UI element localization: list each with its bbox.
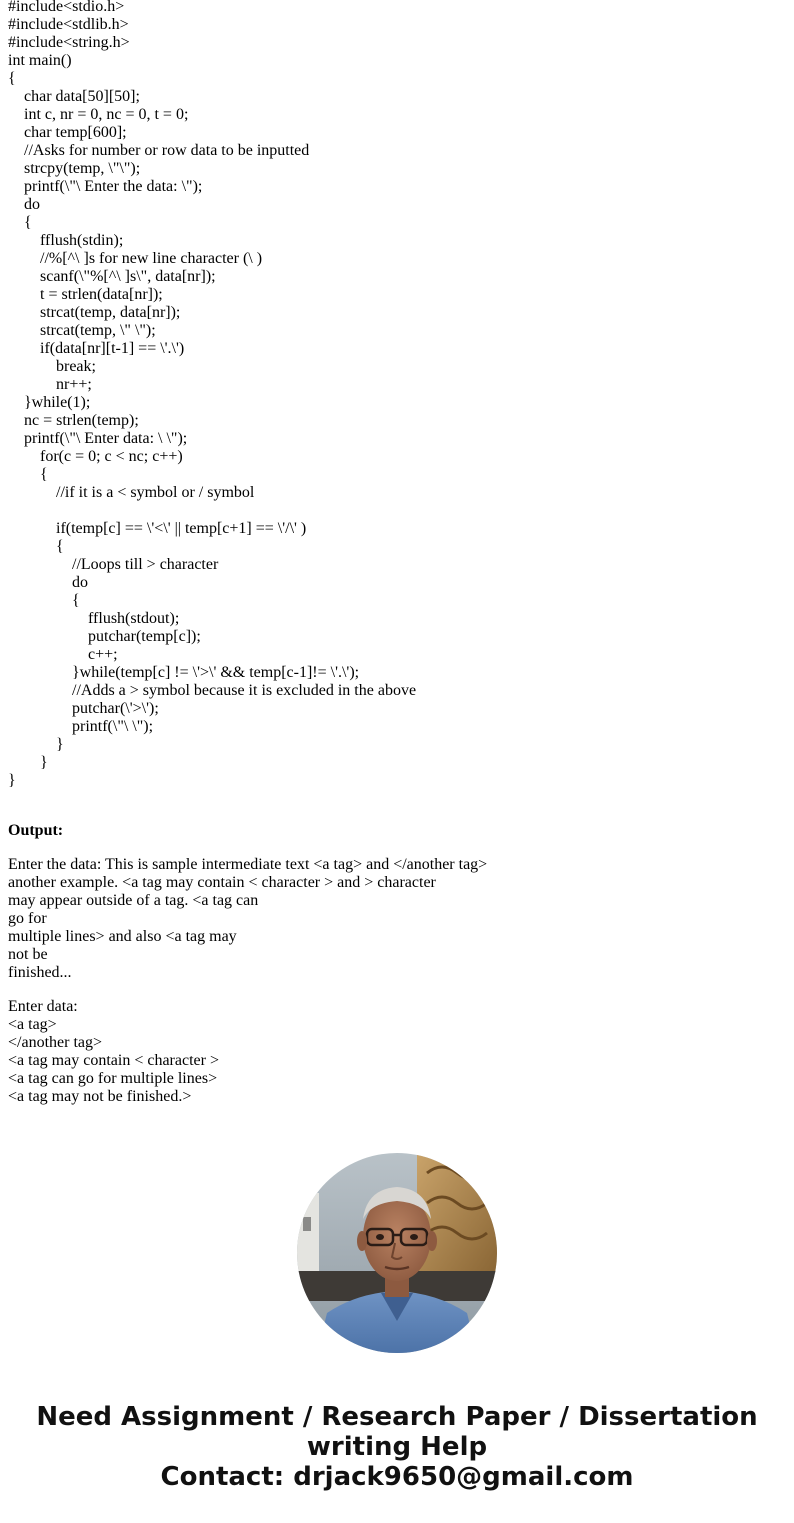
banner-contact-line: Contact: drjack9650@gmail.com: [160, 1462, 634, 1492]
program-input-text: [8, 856, 487, 982]
output-line: finished...: [8, 964, 72, 981]
code-line: putchar(temp[c]);: [8, 628, 201, 645]
code-line: do: [8, 574, 88, 591]
code-line: fflush(stdin);: [8, 232, 124, 249]
program-result-text: [8, 998, 219, 1106]
code-line: printf(\"\ Enter data: \ \");: [8, 430, 188, 447]
output-line: multiple lines> and also <a tag may: [8, 928, 237, 945]
code-line: char temp[600];: [8, 124, 127, 141]
output-line: another example. <a tag may contain < character > and > character: [8, 874, 436, 891]
code-comment: //Asks for number or row data to be inputted: [8, 142, 310, 159]
banner-line-1: Need Assignment / Research Paper / Dissertation: [36, 1402, 758, 1432]
code-line: {: [8, 70, 16, 87]
code-line: {: [8, 214, 32, 231]
code-blank-line: [8, 502, 416, 520]
code-line: fflush(stdout);: [8, 610, 180, 627]
code-line: nc = strlen(temp);: [8, 412, 139, 429]
code-line: strcat(temp, data[nr]);: [8, 304, 181, 321]
code-line: do: [8, 196, 40, 213]
code-line: strcat(temp, \" \");: [8, 322, 156, 339]
code-line: {: [8, 592, 80, 609]
code-line: nr++;: [8, 376, 92, 393]
code-comment: //Adds a > symbol because it is excluded in the above: [8, 682, 417, 699]
result-line: Enter data:: [8, 998, 78, 1015]
code-line: int main(): [8, 52, 72, 69]
code-line: }while(1);: [8, 394, 91, 411]
code-line: scanf(\"%[^\ ]s\", data[nr]);: [8, 268, 216, 285]
code-line: }while(temp[c] != \'>\' && temp[c-1]!= \'.\');: [8, 664, 360, 681]
code-line: putchar(\'>\');: [8, 700, 159, 717]
output-line: go for: [8, 910, 47, 927]
output-heading: Output:: [8, 822, 64, 839]
author-photo: [297, 1153, 497, 1353]
code-line: #include<stdio.h>: [8, 0, 125, 15]
result-line: <a tag may not be finished.>: [8, 1088, 192, 1105]
code-line: strcpy(temp, \"\");: [8, 160, 141, 177]
result-line: <a tag>: [8, 1016, 57, 1033]
code-line: if(temp[c] == \'<\' || temp[c+1] == \'/\' ): [8, 520, 307, 537]
code-line: c++;: [8, 646, 118, 663]
code-line: }: [8, 754, 48, 771]
code-comment: //Loops till > character: [8, 556, 219, 573]
output-line: not be: [8, 946, 48, 963]
code-line: t = strlen(data[nr]);: [8, 286, 163, 303]
code-line: for(c = 0; c < nc; c++): [8, 448, 183, 465]
code-line: int c, nr = 0, nc = 0, t = 0;: [8, 106, 189, 123]
code-listing: [8, 0, 416, 790]
banner-line-2: writing Help: [306, 1432, 488, 1462]
contact-banner: [0, 1402, 794, 1492]
output-line: Enter the data: This is sample intermediate text <a tag> and </another tag>: [8, 856, 488, 873]
code-line: #include<stdlib.h>: [8, 16, 129, 33]
code-line: {: [8, 466, 48, 483]
result-line: <a tag may contain < character >: [8, 1052, 219, 1069]
code-line: char data[50][50];: [8, 88, 140, 105]
code-comment: //if it is a < symbol or / symbol: [8, 484, 255, 501]
result-line: <a tag can go for multiple lines>: [8, 1070, 218, 1087]
code-line: break;: [8, 358, 96, 375]
code-line: }: [8, 772, 16, 789]
output-line: may appear outside of a tag. <a tag can: [8, 892, 259, 909]
result-line: </another tag>: [8, 1034, 103, 1051]
code-line: #include<string.h>: [8, 34, 130, 51]
code-line: }: [8, 736, 64, 753]
code-line: printf(\"\ \");: [8, 718, 154, 735]
author-portrait-image: [297, 1153, 497, 1353]
code-line: if(data[nr][t-1] == \'.\'): [8, 340, 185, 357]
code-line: printf(\"\ Enter the data: \");: [8, 178, 203, 195]
code-comment: //%[^\ ]s for new line character (\ ): [8, 250, 263, 267]
code-line: {: [8, 538, 64, 555]
